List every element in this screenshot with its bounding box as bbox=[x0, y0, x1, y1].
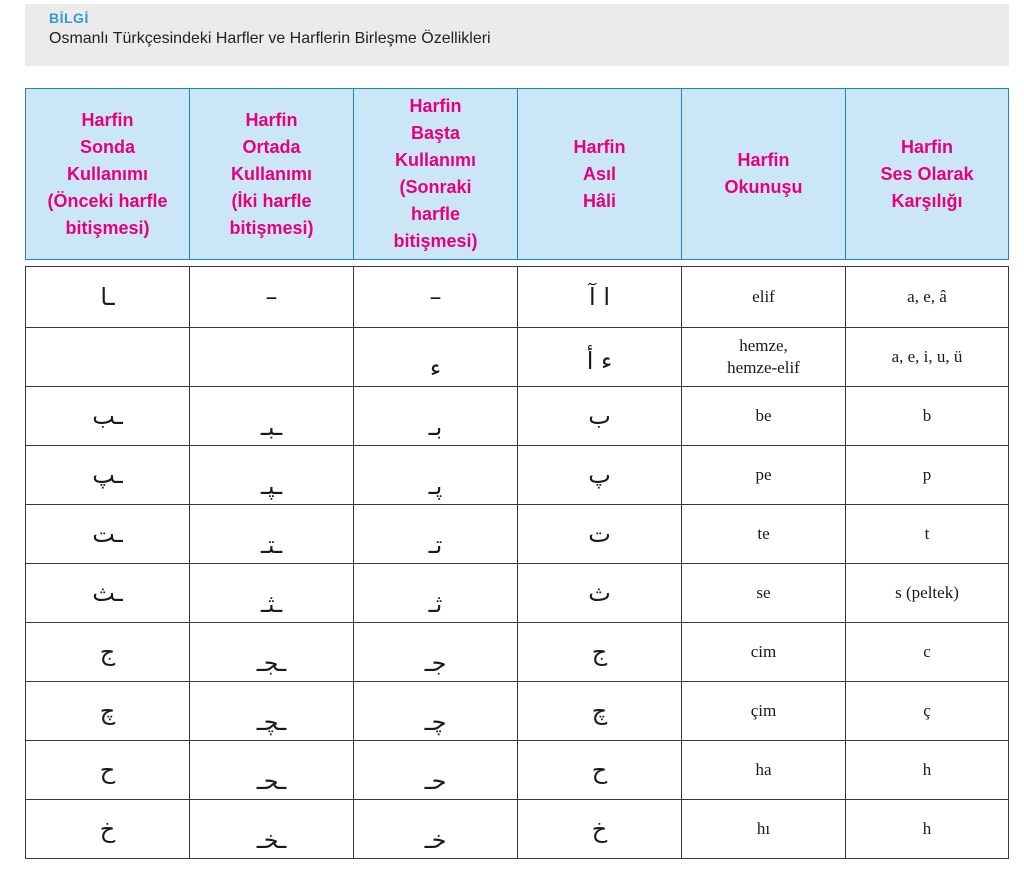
arabic-letter: جـ bbox=[424, 649, 447, 677]
cell-okunus bbox=[681, 800, 845, 859]
letter-name: çim bbox=[750, 700, 777, 720]
cell-basta bbox=[353, 682, 517, 741]
letter-name: te bbox=[757, 523, 770, 543]
header-line: Okunuşu bbox=[724, 177, 803, 197]
header-ses bbox=[845, 88, 1009, 260]
cell-ses bbox=[845, 623, 1009, 682]
table-row bbox=[25, 387, 1009, 446]
letter-sound: p bbox=[922, 464, 932, 484]
header-line: Harfin bbox=[737, 150, 790, 170]
info-box bbox=[25, 4, 1009, 66]
letter-name: se bbox=[756, 582, 771, 602]
cell-okunus bbox=[681, 446, 845, 505]
header-line: Sonda bbox=[79, 136, 135, 157]
cell-ses bbox=[845, 800, 1009, 859]
header-line: Harfin bbox=[573, 136, 626, 157]
letter-sound: s (peltek) bbox=[895, 582, 959, 602]
cell-ses bbox=[845, 266, 1009, 328]
letter-name: be bbox=[755, 405, 772, 425]
cell-basta bbox=[353, 564, 517, 623]
header-line: (İki harfle bbox=[231, 190, 312, 211]
cell-basta bbox=[353, 741, 517, 800]
letter-sound: t bbox=[924, 523, 930, 543]
cell-basta bbox=[353, 623, 517, 682]
arabic-letter: چ bbox=[99, 697, 116, 725]
cell-asil bbox=[517, 741, 681, 800]
header-asil bbox=[517, 88, 681, 260]
letter-sound: h bbox=[922, 759, 932, 779]
header-line: Kullanımı bbox=[394, 150, 476, 170]
cell-ses bbox=[845, 505, 1009, 564]
letter-name: cim bbox=[750, 641, 777, 661]
cell-okunus bbox=[681, 623, 845, 682]
cell-ortada bbox=[189, 387, 353, 446]
arabic-letter: پـ bbox=[428, 472, 443, 500]
header-line: Ses Olarak bbox=[880, 163, 974, 184]
table-row bbox=[25, 564, 1009, 623]
arabic-letter: ج bbox=[99, 638, 116, 666]
letter-name: pe bbox=[755, 464, 772, 484]
header-okunus bbox=[681, 88, 845, 260]
cell-basta bbox=[353, 800, 517, 859]
arabic-letter: ح bbox=[591, 756, 608, 784]
arabic-letter: ء أ bbox=[586, 347, 613, 375]
cell-sonda bbox=[25, 328, 189, 387]
header-line: (Sonraki bbox=[399, 177, 472, 197]
cell-ortada bbox=[189, 741, 353, 800]
cell-ortada bbox=[189, 446, 353, 505]
arabic-letter: ث bbox=[588, 579, 611, 607]
arabic-letter: ـثـ bbox=[260, 590, 283, 618]
letter-sound: h bbox=[922, 818, 932, 838]
cell-asil bbox=[517, 505, 681, 564]
cell-asil bbox=[517, 266, 681, 328]
info-label: BİLGİ bbox=[49, 10, 89, 26]
header-line: Karşılığı bbox=[891, 190, 963, 211]
arabic-letter: چ bbox=[591, 697, 608, 725]
letters-table bbox=[25, 88, 1009, 859]
header-line: Asıl bbox=[582, 163, 616, 184]
arabic-letter: ـپ bbox=[92, 461, 123, 489]
cell-asil bbox=[517, 564, 681, 623]
header-line: Kullanımı bbox=[66, 163, 148, 184]
cell-ortada bbox=[189, 266, 353, 328]
arabic-letter: ـخـ bbox=[256, 826, 287, 854]
cell-sonda bbox=[25, 387, 189, 446]
table-body bbox=[25, 266, 1009, 859]
arabic-letter: ج bbox=[591, 638, 608, 666]
letter-sound: a, e, i, u, ü bbox=[891, 347, 963, 366]
arabic-letter: ـجـ bbox=[256, 649, 287, 677]
table-row bbox=[25, 682, 1009, 741]
cell-sonda bbox=[25, 266, 189, 328]
arabic-letter: خ bbox=[591, 815, 608, 843]
cell-asil bbox=[517, 800, 681, 859]
arabic-letter: خـ bbox=[424, 826, 447, 854]
table-row bbox=[25, 505, 1009, 564]
arabic-letter: ب bbox=[588, 402, 611, 430]
arabic-letter: ت bbox=[588, 520, 611, 548]
cell-basta bbox=[353, 328, 517, 387]
cell-ses bbox=[845, 387, 1009, 446]
letter-name: hı bbox=[756, 818, 771, 838]
cell-ortada bbox=[189, 623, 353, 682]
header-line: bitişmesi) bbox=[229, 217, 314, 238]
cell-sonda bbox=[25, 505, 189, 564]
arabic-letter: – bbox=[265, 283, 278, 311]
cell-ortada bbox=[189, 505, 353, 564]
cell-asil bbox=[517, 328, 681, 387]
table-row bbox=[25, 741, 1009, 800]
header-line: bitişmesi) bbox=[393, 231, 478, 251]
header-line: harfle bbox=[410, 204, 461, 224]
cell-ses bbox=[845, 564, 1009, 623]
header-basta bbox=[353, 88, 517, 260]
cell-basta bbox=[353, 505, 517, 564]
cell-okunus bbox=[681, 266, 845, 328]
arabic-letter: ح bbox=[99, 756, 116, 784]
cell-asil bbox=[517, 682, 681, 741]
letter-name: hemze, hemze-elif bbox=[727, 336, 800, 377]
arabic-letter: حـ bbox=[424, 767, 447, 795]
cell-sonda bbox=[25, 564, 189, 623]
letter-name: elif bbox=[752, 286, 775, 306]
cell-okunus bbox=[681, 505, 845, 564]
cell-ortada bbox=[189, 328, 353, 387]
info-title: Osmanlı Türkçesindeki Harfler ve Harflerin Birleşme Özellikleri bbox=[49, 30, 491, 47]
cell-ses bbox=[845, 328, 1009, 387]
cell-ortada bbox=[189, 564, 353, 623]
header-ortada bbox=[189, 88, 353, 260]
cell-basta bbox=[353, 387, 517, 446]
arabic-letter: چـ bbox=[424, 708, 447, 736]
letter-name: ha bbox=[755, 759, 772, 779]
letter-sound: b bbox=[922, 405, 932, 425]
header-line: Hâli bbox=[582, 190, 616, 211]
header-line: Başta bbox=[410, 123, 461, 143]
arabic-letter: ـث bbox=[92, 579, 123, 607]
header-line: (Önceki harfle bbox=[47, 190, 168, 211]
arabic-letter: ـتـ bbox=[260, 531, 283, 559]
arabic-letter: ـا bbox=[100, 283, 115, 311]
arabic-letter: ـت bbox=[92, 520, 123, 548]
header-sonda bbox=[25, 88, 189, 260]
cell-sonda bbox=[25, 623, 189, 682]
arabic-letter: ـپـ bbox=[260, 472, 283, 500]
cell-ses bbox=[845, 741, 1009, 800]
header-line: Harfin bbox=[81, 109, 134, 130]
cell-ortada bbox=[189, 800, 353, 859]
arabic-letter: ـچـ bbox=[256, 708, 287, 736]
cell-basta bbox=[353, 266, 517, 328]
letter-sound: a, e, â bbox=[907, 286, 947, 306]
table-row bbox=[25, 800, 1009, 859]
arabic-letter: ـب bbox=[92, 402, 123, 430]
header-line: bitişmesi) bbox=[65, 217, 150, 238]
cell-okunus bbox=[681, 328, 845, 387]
cell-sonda bbox=[25, 741, 189, 800]
table-row bbox=[25, 446, 1009, 505]
header-line: Ortada bbox=[242, 136, 301, 157]
letter-sound: ç bbox=[923, 700, 931, 720]
table-row bbox=[25, 623, 1009, 682]
cell-okunus bbox=[681, 741, 845, 800]
header-line: Harfin bbox=[245, 109, 298, 130]
cell-okunus bbox=[681, 682, 845, 741]
arabic-letter: – bbox=[429, 283, 442, 311]
cell-sonda bbox=[25, 800, 189, 859]
cell-asil bbox=[517, 387, 681, 446]
cell-basta bbox=[353, 446, 517, 505]
arabic-letter: ء bbox=[429, 354, 442, 382]
header-row bbox=[25, 88, 1009, 260]
header-line: Harfin bbox=[409, 96, 462, 116]
table-row bbox=[25, 328, 1009, 387]
cell-ses bbox=[845, 682, 1009, 741]
cell-asil bbox=[517, 623, 681, 682]
arabic-letter: بـ bbox=[428, 413, 443, 441]
table-row bbox=[25, 266, 1009, 328]
arabic-letter: ثـ bbox=[428, 590, 443, 618]
arabic-letter: خ bbox=[99, 815, 116, 843]
cell-okunus bbox=[681, 387, 845, 446]
cell-ses bbox=[845, 446, 1009, 505]
cell-sonda bbox=[25, 682, 189, 741]
arabic-letter: تـ bbox=[428, 531, 443, 559]
arabic-letter: پ bbox=[588, 461, 611, 489]
cell-sonda bbox=[25, 446, 189, 505]
header-line: Kullanımı bbox=[230, 163, 312, 184]
arabic-letter: ـبـ bbox=[260, 413, 283, 441]
arabic-letter: ا آ bbox=[589, 283, 610, 311]
letter-sound: c bbox=[923, 641, 931, 661]
cell-okunus bbox=[681, 564, 845, 623]
cell-ortada bbox=[189, 682, 353, 741]
header-line: Harfin bbox=[900, 136, 953, 157]
arabic-letter: ـحـ bbox=[256, 767, 287, 795]
cell-asil bbox=[517, 446, 681, 505]
